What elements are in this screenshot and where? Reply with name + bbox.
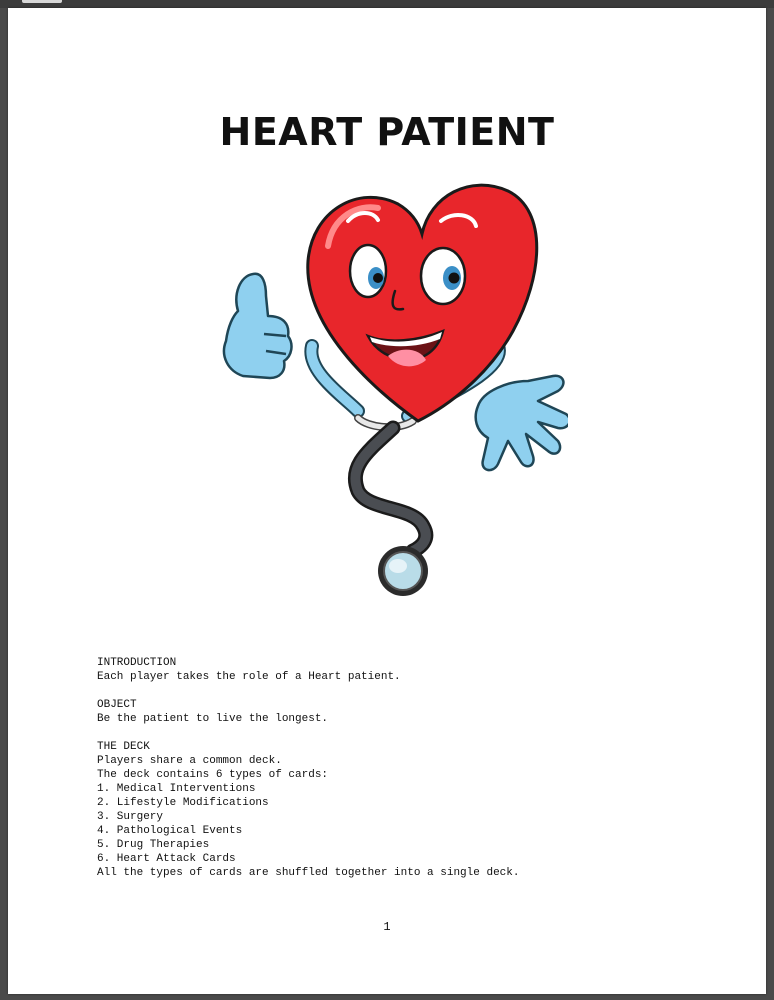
stethoscope-chestpiece-icon	[378, 546, 428, 596]
viewer-top-bar	[0, 0, 774, 8]
section-object	[97, 698, 697, 726]
section-deck	[97, 740, 697, 880]
section-text: Be the patient to live the longest.	[97, 713, 329, 725]
page-number: 1	[383, 920, 391, 934]
open-glove-icon	[476, 376, 568, 470]
list-item: 1. Medical Interventions	[97, 783, 256, 795]
section-text: All the types of cards are shuffled together into a single deck.	[97, 867, 520, 879]
list-item: 2. Lifestyle Modifications	[97, 797, 269, 809]
section-heading: INTRODUCTION	[97, 657, 177, 669]
list-item: 6. Heart Attack Cards	[97, 853, 236, 865]
viewer-tab-stub[interactable]	[22, 0, 62, 3]
heart-mascot-illustration	[208, 166, 568, 611]
section-heading: OBJECT	[97, 699, 137, 711]
card-types-list	[97, 782, 697, 866]
section-introduction	[97, 656, 697, 684]
document-page	[8, 8, 766, 994]
document-title: HEART PATIENT	[219, 110, 555, 154]
section-heading: THE DECK	[97, 741, 150, 753]
section-text: Players share a common deck.	[97, 755, 282, 767]
thumbs-up-glove-icon	[224, 274, 291, 378]
list-item: 4. Pathological Events	[97, 825, 243, 837]
rules-body	[97, 656, 697, 894]
list-item: 5. Drug Therapies	[97, 839, 210, 851]
section-text: Each player takes the role of a Heart patient.	[97, 671, 401, 683]
list-item: 3. Surgery	[97, 811, 164, 823]
section-text: The deck contains 6 types of cards:	[97, 769, 329, 781]
